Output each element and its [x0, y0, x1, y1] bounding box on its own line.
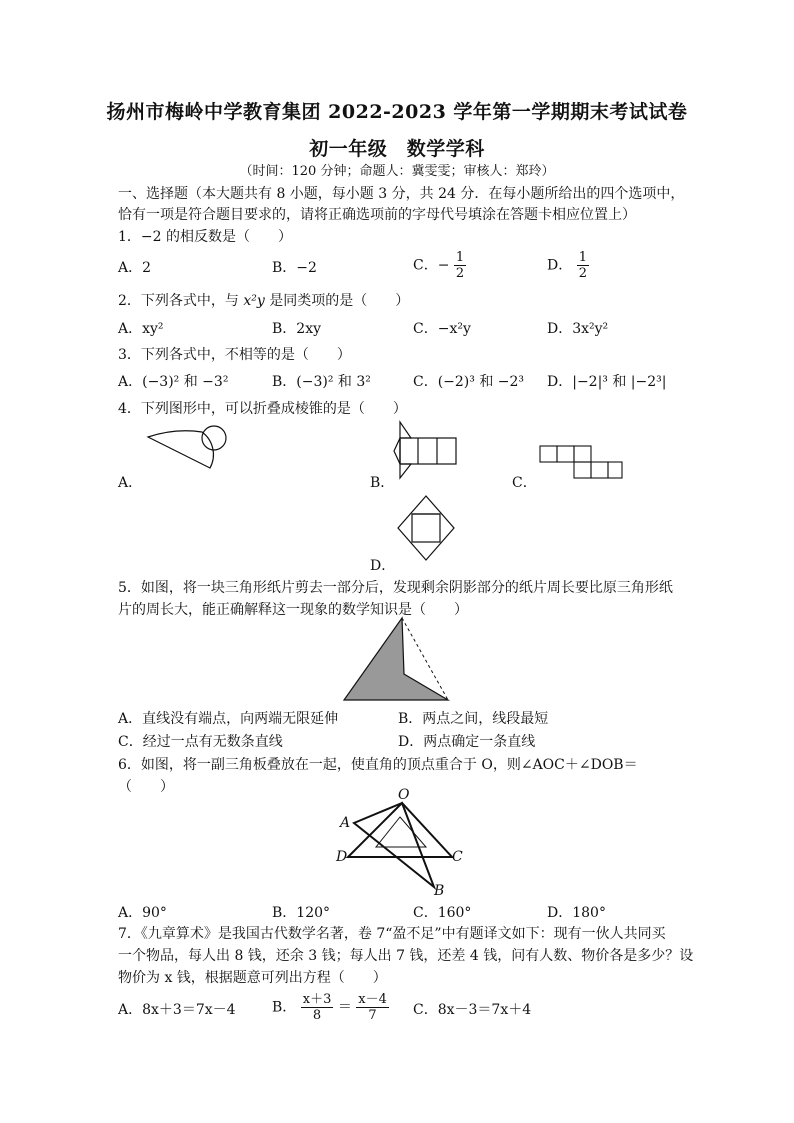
- q7-option-a: A．8x＋3＝7x－4: [118, 1002, 236, 1018]
- q6-label-a: A: [340, 815, 351, 831]
- q1-option-c: [413, 250, 466, 281]
- q4-figure-c: [536, 440, 626, 482]
- q6-option-c: C．160°: [413, 905, 472, 921]
- q4-option-d-label: D．: [370, 558, 396, 574]
- exam-subtitle: 初一年级 数学学科: [309, 138, 485, 160]
- q7-option-b-fraction-left: [301, 992, 334, 1023]
- q2-stem: [118, 290, 409, 310]
- q6-option-d: D．180°: [547, 905, 606, 921]
- q6-label-d: D: [336, 849, 348, 865]
- fraction-numerator: 1: [578, 250, 587, 265]
- q6-option-b: B．120°: [272, 905, 331, 921]
- q3-option-d: D．|−2|³ 和 |−2³|: [547, 374, 667, 390]
- fraction-denominator: 2: [578, 266, 587, 281]
- q4-figure-a: [140, 420, 240, 490]
- q4-stem: 4．下列图形中，可以折叠成棱锥的是（ ）: [118, 401, 407, 417]
- q4-figure-d: [396, 494, 456, 564]
- q3-option-b: B．(−3)² 和 3²: [272, 374, 371, 390]
- q2-option-a: A．xy²: [118, 321, 164, 337]
- exam-title: 扬州市梅岭中学教育集团 2022-2023 学年第一学期期末考试试卷: [106, 101, 688, 123]
- q5-stem-line1: 5．如图，将一块三角形纸片剪去一部分后，发现剩余阴影部分的纸片周长要比原三角形纸: [118, 580, 673, 596]
- q1-option-c-prefix: C．−: [413, 257, 450, 274]
- q1-stem: 1．−2 的相反数是（ ）: [118, 229, 292, 245]
- q6-option-a: A．90°: [118, 905, 167, 921]
- q2-option-d: D．3x²y²: [547, 321, 609, 337]
- fraction-denominator: 8: [312, 1008, 322, 1023]
- q5-figure: [340, 614, 455, 704]
- fraction-numerator: x－4: [358, 992, 387, 1007]
- q7-option-b-equals: ＝: [337, 999, 352, 1016]
- fraction-numerator: x＋3: [302, 992, 332, 1007]
- q2-option-c: C．−x²y: [413, 321, 471, 337]
- q4-option-c-label: C．: [512, 475, 537, 491]
- q1-option-d: [547, 250, 589, 281]
- section-intro-line2: 恰有一项是符合题目要求的，请将正确选项前的字母代号填涂在答题卡相应位置上）: [118, 207, 636, 223]
- q1-option-c-fraction: [454, 250, 466, 281]
- q7-option-b-fraction-right: [356, 992, 389, 1023]
- q5-option-b: B．两点之间，线段最短: [398, 711, 549, 727]
- q2-stem-suffix: 是同类项的是（ ）: [264, 293, 410, 309]
- q3-stem: 3．下列各式中，不相等的是（ ）: [118, 347, 351, 363]
- q7-option-c: C．8x－3＝7x＋4: [413, 1002, 532, 1018]
- q7-stem-line3: 物价为 x 钱，根据题意可列出方程（ ）: [118, 970, 387, 986]
- q6-label-c: C: [452, 849, 463, 865]
- fraction-denominator: 2: [455, 266, 465, 281]
- section-intro-line1: 一、选择题（本大题共有 8 小题，每小题 3 分，共 24 分．在每小题所给出的四个选项中，: [118, 186, 685, 202]
- q4-option-b-label: B．: [370, 475, 395, 491]
- q1-option-d-fraction: [577, 250, 589, 281]
- q7-option-b-prefix: B．: [272, 999, 297, 1016]
- q6-label-o: O: [398, 787, 410, 803]
- fraction-numerator: 1: [455, 250, 465, 265]
- q2-option-b: B．2xy: [272, 321, 321, 337]
- q3-option-c: C．(−2)³ 和 −2³: [413, 374, 525, 390]
- q6-stem-line1: 6．如图，将一副三角板叠放在一起，使直角的顶点重合于 O，则∠AOC＋∠DOB＝: [118, 757, 638, 773]
- q5-option-c: C．经过一点有无数条直线: [118, 734, 283, 750]
- q6-stem-line2: （ ）: [118, 779, 174, 795]
- q7-stem-line2: 一个物品，每人出 8 钱，还余 3 钱；每人出 7 钱，还差 4 钱，问有人数、物价各是多少？设: [118, 948, 694, 964]
- q5-option-a: A．直线没有端点，向两端无限延伸: [118, 711, 339, 727]
- q1-option-d-prefix: D．: [547, 257, 573, 274]
- q7-option-b: [272, 992, 389, 1023]
- fraction-denominator: 7: [368, 1008, 377, 1023]
- q4-option-a-label: A．: [118, 475, 143, 491]
- q6-label-b: B: [434, 883, 445, 899]
- q2-stem-term: x²y: [243, 293, 265, 309]
- q5-stem-line2: 片的周长大，能正确解释这一现象的数学知识是（ ）: [118, 602, 468, 618]
- q6-figure: [330, 787, 470, 899]
- q1-option-a: A．2: [118, 260, 152, 276]
- q4-figure-b: [392, 420, 462, 490]
- q3-option-a: A．(−3)² 和 −3²: [118, 374, 229, 390]
- q1-option-b: B．−2: [272, 260, 317, 276]
- q2-stem-prefix: 2．下列各式中，与: [118, 293, 244, 309]
- q7-stem-line1: 7．《九章算术》是我国古代数学名著，卷 7“盈不足”中有题译文如下：现有一伙人共同买: [118, 926, 666, 942]
- exam-info: （时间：120 分钟；命题人：冀雯雯；审核人：郑玲）: [239, 164, 555, 179]
- q5-option-d: D．两点确定一条直线: [398, 734, 536, 750]
